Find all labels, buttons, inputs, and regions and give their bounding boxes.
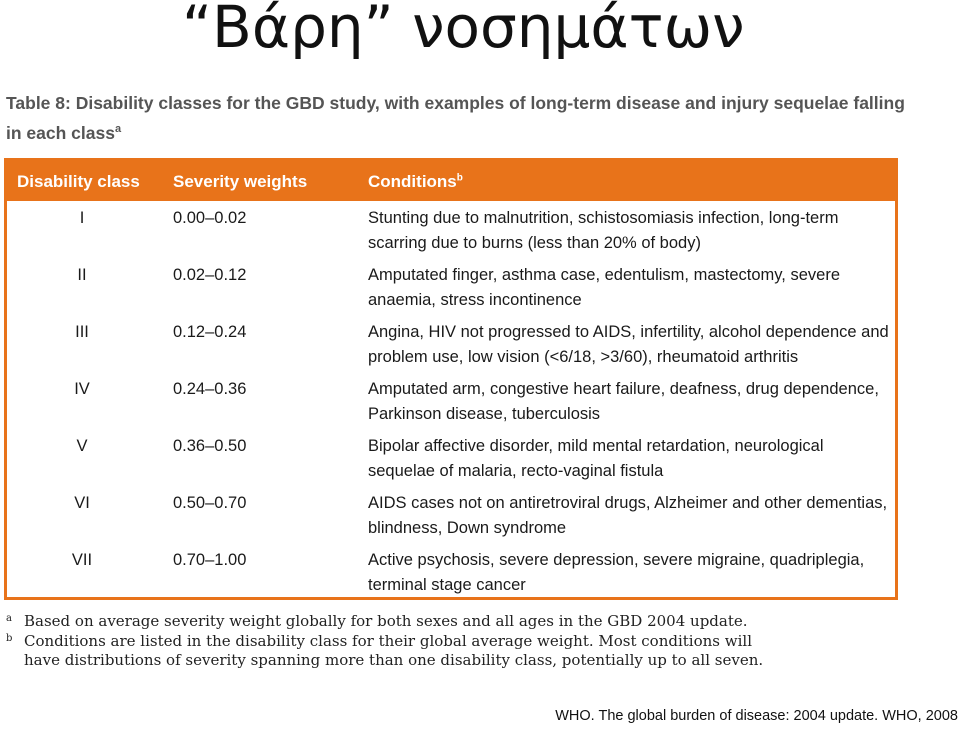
severity-weight-cell: 0.24–0.36 — [173, 380, 247, 398]
table-row — [7, 320, 895, 377]
table-row — [7, 377, 895, 434]
footnote-text: Based on average severity weight globally for both sexes and all ages in the GBD 2004 update. — [24, 612, 748, 630]
severity-weight-cell: 0.36–0.50 — [173, 437, 247, 455]
disability-class-cell: V — [76, 437, 88, 455]
conditions-cell: Amputated arm, congestive heart failure, deafness, drug dependence, Parkinson disease, tuberculosis — [368, 380, 879, 423]
caption-footnote-mark: a — [114, 123, 122, 135]
source-citation: WHO. The global burden of disease: 2004 update. WHO, 2008 — [555, 708, 958, 724]
disability-class-cell: VI — [74, 494, 90, 512]
disability-class-cell: IV — [74, 380, 90, 398]
disability-class-cell: II — [77, 266, 87, 284]
footnote-text: Conditions are listed in the disability class for their global average weight. Most conditions will — [24, 631, 752, 650]
footnote-mark: b — [6, 632, 13, 644]
table-row — [7, 206, 895, 263]
slide-title: “Βάρη” νοσημάτων — [182, 0, 745, 61]
table-caption-text: Table 8: Disability classes for the GBD study, with examples of long-term disease and injury sequelae falling in each class — [6, 93, 905, 143]
conditions-cell: Angina, HIV not progressed to AIDS, infertility, alcohol dependence and problem use, low vision (<6/18, >3/60), rheumatoid arthritis — [368, 323, 889, 366]
header-severity-weights: Severity weights — [173, 172, 308, 191]
conditions-cell: Bipolar affective disorder, mild mental retardation, neurological sequelae of malaria, recto-vaginal fistula — [368, 437, 824, 480]
table-row — [7, 434, 895, 491]
disability-class-cell: I — [79, 209, 85, 227]
footnote-a — [4, 612, 904, 632]
severity-weight-cell: 0.70–1.00 — [173, 551, 247, 569]
table-caption — [6, 90, 906, 146]
footnote-b-continuation: have distributions of severity spanning more than one disability class, potentially up to all seven. — [24, 651, 764, 669]
footnote-mark: a — [6, 613, 12, 624]
header-conditions — [368, 172, 463, 192]
disability-classes-table — [4, 158, 898, 600]
conditions-cell: Stunting due to malnutrition, schistosomiasis infection, long-term scarring due to burns (less than 20% of body) — [368, 209, 839, 252]
table-row — [7, 491, 895, 548]
header-disability-class: Disability class — [17, 172, 140, 191]
severity-weight-cell: 0.12–0.24 — [173, 323, 247, 341]
conditions-cell: Active psychosis, severe depression, severe migraine, quadriplegia, terminal stage cancer — [368, 551, 865, 594]
severity-weight-cell: 0.50–0.70 — [173, 494, 247, 512]
disability-class-cell: III — [75, 323, 89, 341]
table-row — [7, 548, 895, 605]
table-row — [7, 263, 895, 320]
conditions-cell: AIDS cases not on antiretroviral drugs, Alzheimer and other dementias, blindness, Down syndrome — [368, 494, 888, 537]
severity-weight-cell: 0.00–0.02 — [173, 209, 247, 227]
header-conditions-text: Conditions — [368, 172, 457, 191]
footnote-b — [4, 632, 904, 652]
table-footnotes — [4, 612, 904, 671]
conditions-cell: Amputated finger, asthma case, edentulism, mastectomy, severe anaemia, stress incontinence — [368, 266, 840, 309]
table-header — [7, 161, 895, 201]
severity-weight-cell: 0.02–0.12 — [173, 266, 247, 284]
conditions-footnote-mark: b — [456, 172, 463, 184]
disability-class-cell: VII — [71, 551, 93, 569]
